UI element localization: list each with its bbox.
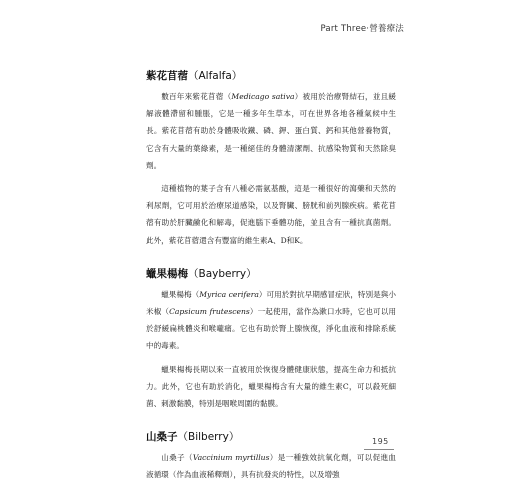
section-title [146, 429, 396, 444]
section-bilberry [146, 429, 396, 483]
section-title [146, 266, 396, 281]
title-zh: 山桑子 [146, 431, 178, 444]
text-run: ）是一種強效抗氧化劑，可以促進血液循環（作為血液稀釋劑），具有抗發炎的特性，以及增強 [146, 453, 397, 480]
page-number: 195 [372, 437, 389, 446]
title-en: （Bayberry） [188, 267, 257, 280]
text-run: ）被用於治療腎結石，並且緩解液體滯留和腫脹，它是一種多年生草本，可在世界各地各種氣候中生長。紫花苜蓿有助於身體吸收鐵、磷、鉀、蛋白質、鈣和其他營養物質，它含有大量的葉綠素，是一種絕佳的身體清潔劑、抗感染物質和天然除臭劑。 [146, 92, 396, 170]
page-body [146, 68, 396, 501]
section-title [146, 68, 396, 83]
title-zh: 蠟果楊梅 [146, 267, 188, 280]
paragraph [146, 286, 396, 355]
text-run: ）可用於對抗早期感冒症狀，特別是與小米椒（ [146, 289, 396, 317]
text-run: 蠟果楊梅長期以來一直被用於恢復身體健康狀態，提高生命力和抵抗力。此外，它也有助於消化，蠟果楊梅含有大量的維生素C，可以殺死細菌、刺激黏膜，特別是咽喉周圍的黏膜。 [146, 364, 396, 409]
text-run: ）一起使用，當作為漱口水時，它也可以用於舒緩扁桃體炎和喉嚨痛。它也有助於腎上腺恢復，淨化血液和排除系統中的毒素。 [146, 307, 397, 351]
latin-name: Myrica cerifera [199, 289, 259, 299]
latin-name: Vaccinium myrtillus [192, 453, 270, 463]
paragraph [146, 449, 396, 483]
latin-name: Medicago sativa [231, 92, 295, 101]
paragraph [146, 180, 396, 249]
running-header: Part Three‧營養療法 [320, 24, 404, 34]
page-number-rule [364, 449, 394, 450]
title-en: （Alfalfa） [188, 70, 243, 82]
title-en: （Bilberry） [177, 431, 240, 444]
text-run: 蠟果楊梅（ [161, 289, 200, 299]
section-bayberry [146, 266, 396, 412]
text-run: 數百年來紫花苜蓿（ [161, 92, 232, 101]
latin-name: Capsicum frutescens [169, 307, 250, 317]
text-run: 這種植物的葉子含有八種必需氨基酸，這是一種很好的瀉藥和天然的利尿劑，它可用於治療尿道感染，以及腎臟、膀胱和前列腺疾病。紫花苜蓿有助於肝臟鹼化和解毒，促進腦下垂體功能，並且含有一種抗真菌劑。此外，紫花苜蓿還含有豐富的維生素A、D和K。 [146, 184, 396, 245]
paragraph [146, 361, 396, 413]
title-zh: 紫花苜蓿 [146, 70, 188, 82]
text-run: 山桑子（ [161, 453, 193, 463]
section-alfalfa [146, 68, 396, 249]
paragraph [146, 88, 396, 174]
